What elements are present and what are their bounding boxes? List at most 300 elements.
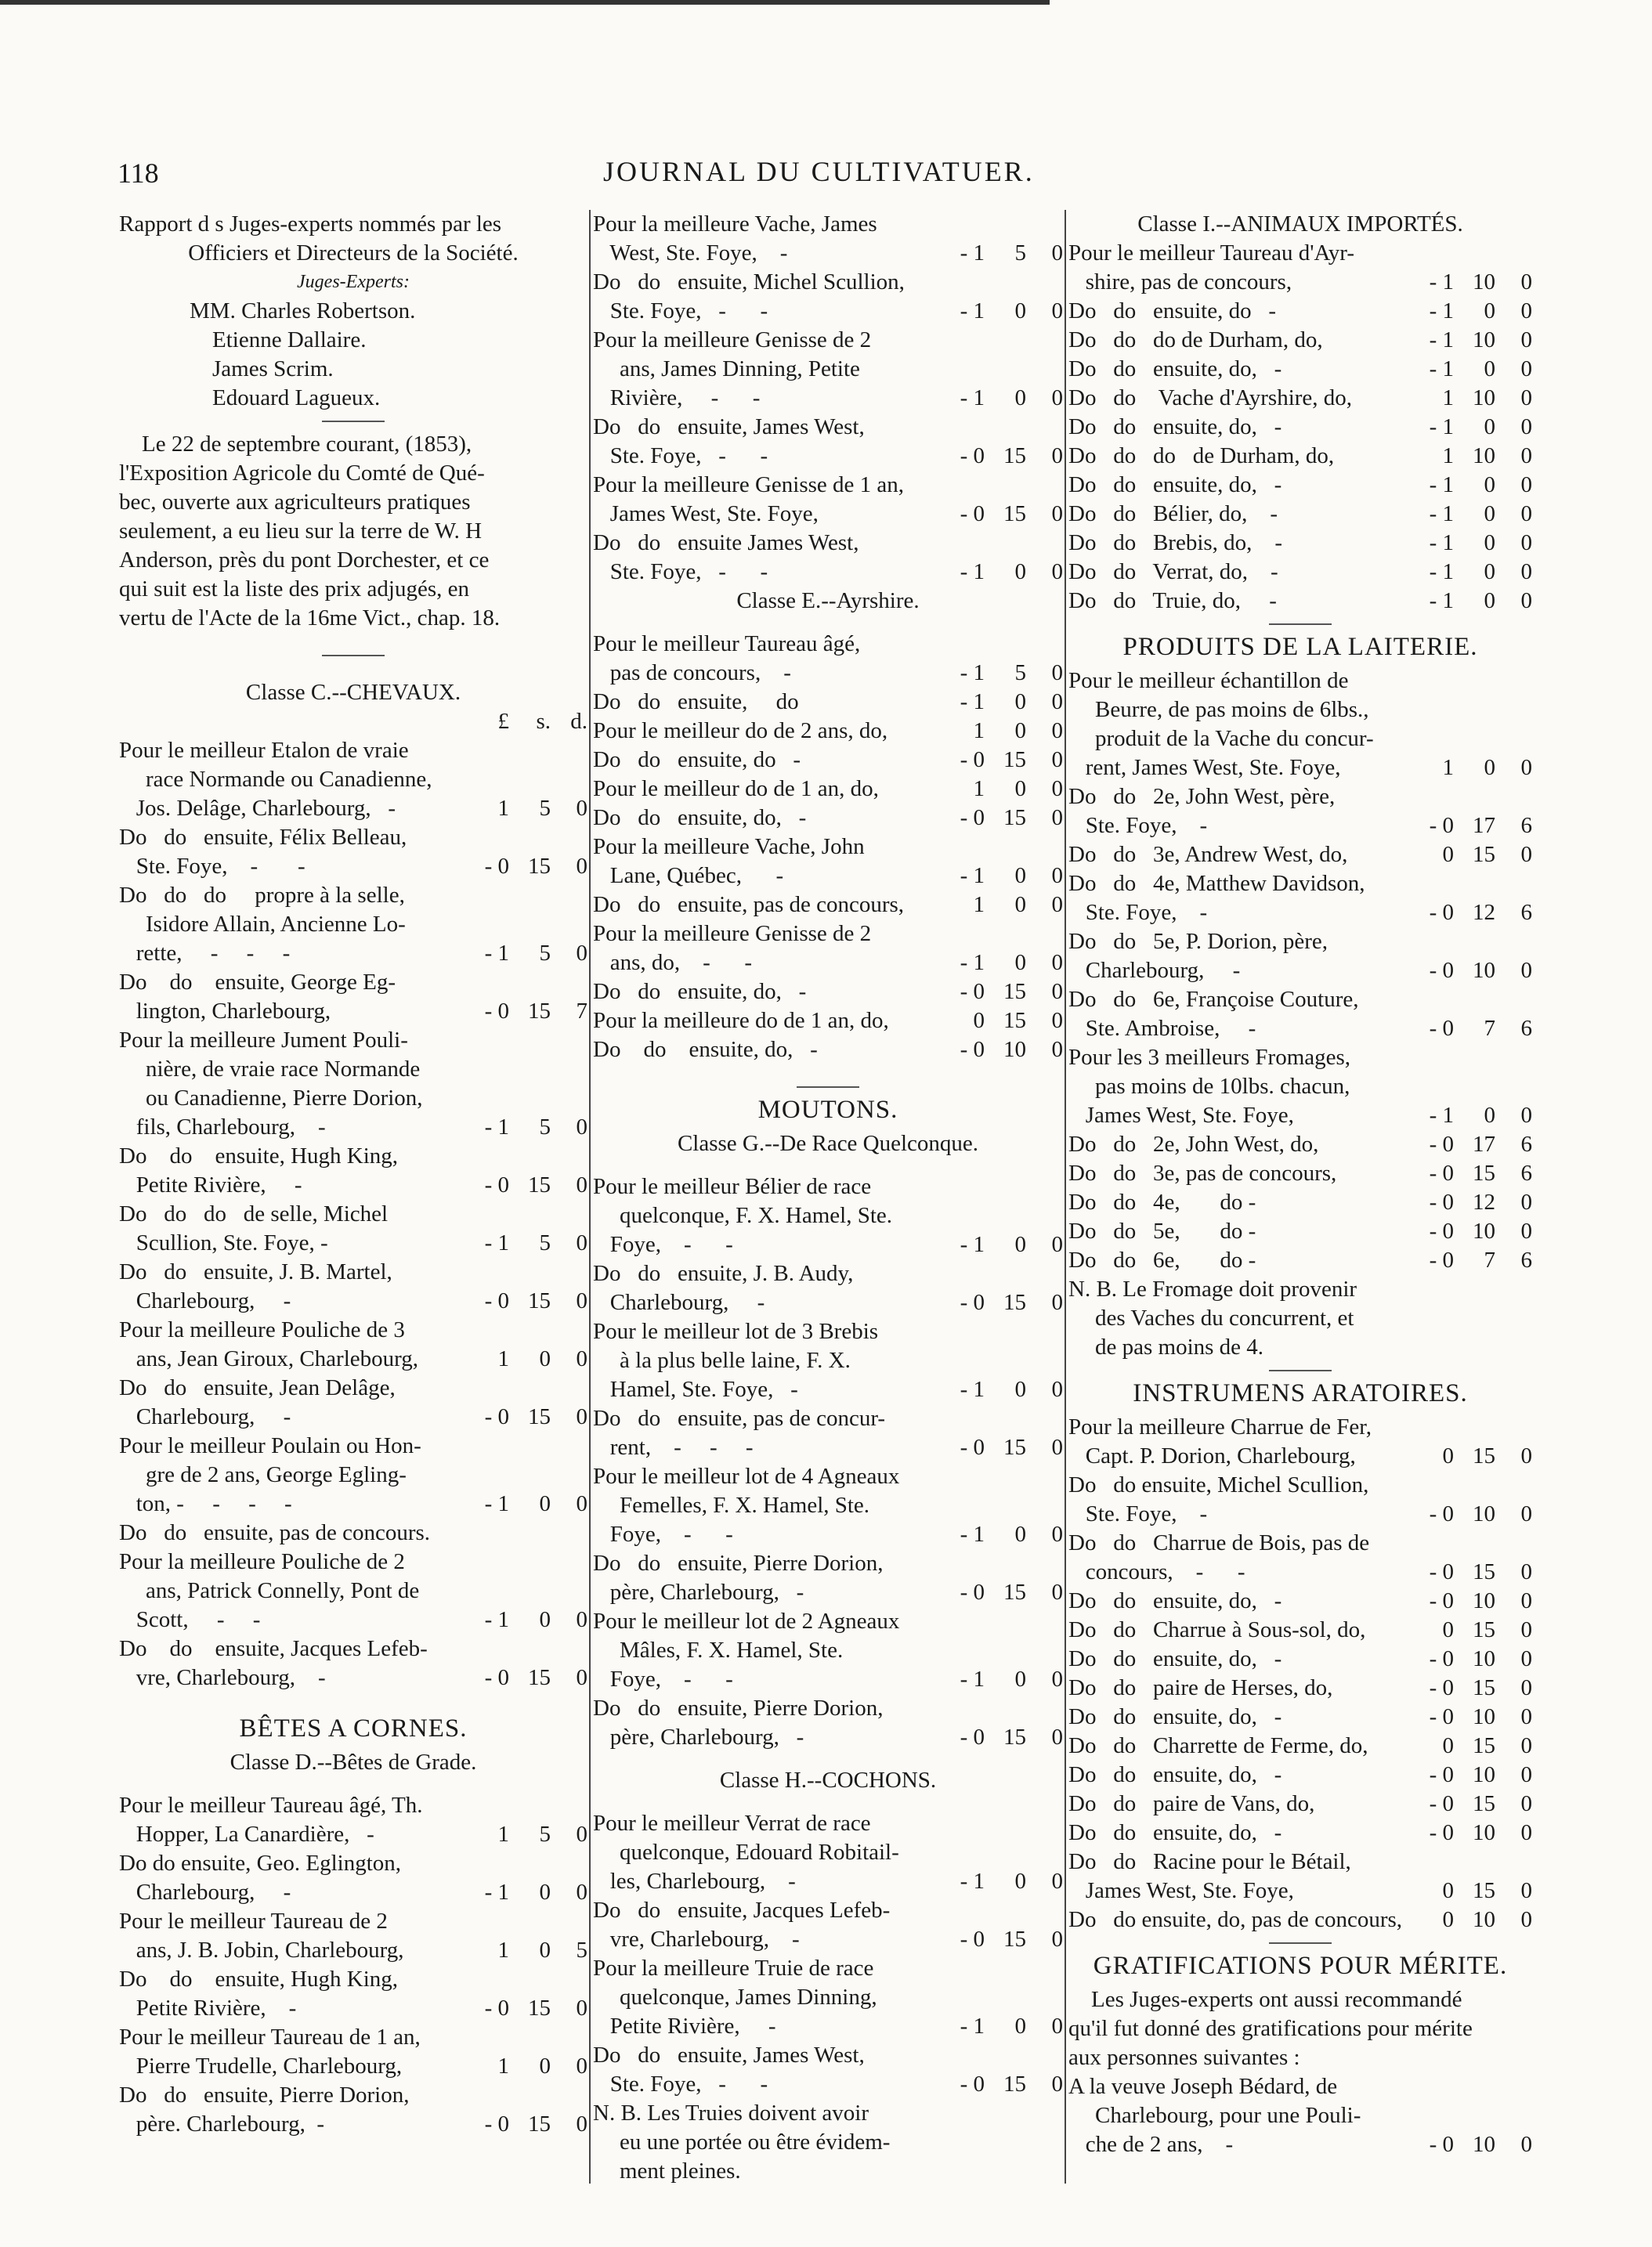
entry-text: ans, Jean Giroux, Charlebourg,	[119, 1346, 419, 1371]
pounds: - 0	[960, 1435, 985, 1460]
text-line: vertu de l'Acte de la 16me Vict., chap. 18.	[119, 605, 501, 630]
pounds: 1	[1442, 443, 1454, 468]
pounds: - 1	[1429, 559, 1454, 584]
pounds: 1	[973, 776, 985, 801]
entry-text: Do do ensuite, do	[593, 689, 799, 714]
text-line: bec, ouverte aux agriculteurs pratiques	[119, 489, 471, 515]
entry-text: rent, James West, Ste. Foye,	[1068, 755, 1341, 780]
entry-text: Charlebourg, -	[593, 1290, 765, 1315]
class-heading: Classe E.--Ayrshire.	[736, 588, 920, 613]
pence: 0	[1051, 1869, 1063, 1894]
text-line: Pour la meilleure Genisse de 1 an,	[593, 472, 905, 497]
text-line: Do do 6e, Françoise Couture,	[1068, 987, 1359, 1012]
pounds: - 0	[960, 805, 985, 830]
entry-text: Petite Rivière, -	[593, 2014, 776, 2039]
text-line: l'Exposition Agricole du Comté de Qué-	[119, 461, 485, 486]
spacer	[119, 1777, 587, 1791]
pence: d.	[570, 709, 587, 734]
pounds: - 0	[960, 1580, 985, 1605]
amount	[1415, 442, 1532, 471]
pence: 0	[1520, 1617, 1532, 1642]
pence: 0	[1051, 240, 1063, 266]
pounds: - 0	[1429, 1132, 1454, 1157]
prize-entry	[1068, 326, 1532, 355]
amount	[470, 939, 587, 968]
amount	[1415, 297, 1532, 326]
shillings: 15	[1003, 1927, 1026, 1952]
pence: 0	[1051, 2072, 1063, 2097]
section-heading: INSTRUMENS ARATOIRES.	[1133, 1379, 1468, 1407]
pence: 6	[1520, 1132, 1532, 1157]
entry-text: Do do ensuite, do, -	[1068, 1646, 1282, 1671]
text-line: quelconque, James Dinning,	[620, 1985, 877, 2010]
shillings: 7	[1484, 1016, 1495, 1041]
amount	[1415, 1819, 1532, 1848]
entry-text: Do do ensuite, do, -	[593, 979, 807, 1004]
entry-text: Do do Truie, do, -	[1068, 588, 1277, 613]
entry-text: Do do ensuite, pas de concours,	[593, 892, 905, 917]
entry-text: Do do paire de Vans, do,	[1068, 1791, 1315, 1816]
pence: 0	[1051, 501, 1063, 526]
text-line: Pour la meilleure Vache, James	[593, 211, 877, 237]
shillings: 10	[1473, 1588, 1495, 1613]
pence: 0	[1051, 689, 1063, 714]
entry-text: vre, Charlebourg, -	[593, 1927, 800, 1952]
judge-name: Edouard Lagueux.	[190, 385, 381, 410]
prize-entry	[119, 2052, 587, 2081]
entry-text: West, Ste. Foye, -	[593, 240, 788, 266]
column-rule	[1065, 210, 1066, 2184]
section-divider	[322, 655, 385, 656]
pounds: - 1	[960, 298, 985, 323]
entry-text: Ste. Foye, - -	[593, 2072, 768, 2097]
text-line: Do do ensuite, Jacques Lefeb-	[593, 1898, 891, 1923]
shillings: 0	[1484, 1103, 1495, 1128]
text-line: Do do do propre à la selle,	[119, 883, 405, 908]
entry-text: Pour le meilleur do de 1 an, do,	[593, 776, 879, 801]
text-line: seulement, a eu lieu sur la terre de W. H	[119, 518, 483, 544]
pence: 0	[1051, 1927, 1063, 1952]
pounds: £	[497, 709, 509, 734]
pence: 0	[1051, 892, 1063, 917]
pounds: - 0	[960, 1037, 985, 1062]
shillings: 10	[1473, 443, 1495, 468]
prize-entry	[1068, 1101, 1532, 1130]
prize-entry	[1068, 529, 1532, 558]
amount	[1415, 587, 1532, 616]
entry-text: Do do ensuite, do, -	[593, 805, 807, 830]
text-line: Do do ensuite, J. B. Audy,	[593, 1261, 854, 1286]
pence: 0	[1520, 842, 1532, 867]
entry-text: Do do 6e, do -	[1068, 1248, 1256, 1273]
text-line: Les Juges-experts ont aussi recommandé	[1068, 1987, 1462, 2012]
amount	[1415, 471, 1532, 500]
prize-entry	[119, 1113, 587, 1142]
text-line: aux personnes suivantes :	[1068, 2045, 1300, 2070]
entry-text: Ste. Ambroise, -	[1068, 1016, 1256, 1041]
pounds: - 0	[1429, 1248, 1454, 1273]
amount	[1415, 1558, 1532, 1587]
pounds: 1	[973, 892, 985, 917]
text-line: Pour le meilleur lot de 3 Brebis	[593, 1319, 879, 1344]
pounds: - 1	[1429, 588, 1454, 613]
pence: 0	[576, 1404, 587, 1429]
shillings: 15	[528, 2112, 551, 2137]
shillings: 17	[1473, 1132, 1495, 1157]
amount	[945, 890, 1063, 919]
pounds: - 0	[960, 747, 985, 772]
pounds: - 1	[1429, 298, 1454, 323]
pounds: - 0	[1429, 1219, 1454, 1244]
prize-entry	[119, 852, 587, 881]
shillings: 0	[539, 1491, 551, 1516]
prize-entry	[593, 890, 1063, 919]
pence: 0	[1051, 1008, 1063, 1033]
amount	[1415, 1587, 1532, 1616]
amount	[945, 500, 1063, 529]
amount	[1415, 384, 1532, 413]
text-line: Do do ensuite, Hugh King,	[119, 1143, 399, 1169]
pence: 0	[576, 1230, 587, 1255]
class-heading: Classe I.--ANIMAUX IMPORTÉS.	[1137, 211, 1463, 237]
shillings: 15	[528, 999, 551, 1024]
shillings: 0	[1484, 414, 1495, 439]
pence: 0	[576, 1607, 587, 1632]
pence: 0	[1051, 1037, 1063, 1062]
spacer	[119, 1692, 587, 1707]
pence: 0	[1520, 1588, 1532, 1613]
entry-text: les, Charlebourg, -	[593, 1869, 796, 1894]
text-line: Pour la meilleure Truie de race	[593, 1956, 874, 1981]
amount	[945, 1665, 1063, 1694]
class-heading: Classe D.--Bêtes de Grade.	[230, 1750, 477, 1775]
entry-text: James West, Ste. Foye,	[1068, 1103, 1294, 1128]
pounds: - 1	[484, 941, 509, 966]
prize-entry	[593, 1375, 1063, 1404]
pounds: - 0	[484, 2112, 509, 2137]
pounds: - 0	[960, 2072, 985, 2097]
text-line: qui suit est la liste des prix adjugés, en	[119, 576, 470, 601]
prize-entry	[119, 1171, 587, 1200]
pence: 0	[1520, 1820, 1532, 1845]
pounds: - 1	[1429, 472, 1454, 497]
pounds: - 0	[960, 501, 985, 526]
prize-entry	[1068, 1217, 1532, 1246]
amount	[945, 239, 1063, 268]
text-line: quelconque, F. X. Hamel, Ste.	[620, 1203, 893, 1228]
shillings: 0	[1014, 776, 1026, 801]
prize-entry	[1068, 471, 1532, 500]
entry-text: Jos. Delâge, Charlebourg, -	[119, 796, 396, 821]
judge-name: MM. Charles Robertson.	[190, 298, 416, 323]
pounds: - 1	[484, 1230, 509, 1255]
entry-text: Do do ensuite, do, -	[1068, 1762, 1282, 1787]
pounds: - 1	[960, 1869, 985, 1894]
pounds: - 0	[1429, 2132, 1454, 2157]
entry-text: Ste. Foye, - -	[593, 443, 768, 468]
text-line: Do do ensuite, Jean Delâge,	[119, 1375, 396, 1400]
text-line: Charlebourg, pour une Pouli-	[1095, 2103, 1361, 2128]
prize-entry	[593, 1230, 1063, 1259]
pounds: - 0	[960, 1290, 985, 1315]
shillings: 15	[1473, 1443, 1495, 1468]
amount	[1415, 268, 1532, 297]
amount	[1415, 558, 1532, 587]
pence: 0	[576, 1114, 587, 1140]
shillings: 10	[1473, 1646, 1495, 1671]
amount	[1415, 898, 1532, 927]
pence: 0	[1051, 385, 1063, 410]
shillings: s.	[536, 709, 551, 734]
entry-text: Rivière, - -	[593, 385, 761, 410]
amount	[470, 1490, 587, 1519]
text-line: Do do ensuite James West,	[593, 530, 859, 555]
shillings: 0	[1014, 892, 1026, 917]
amount	[945, 977, 1063, 1006]
shillings: 0	[1014, 298, 1026, 323]
text-line: Pour le meilleur Etalon de vraie	[119, 738, 409, 763]
shillings: 10	[1473, 1219, 1495, 1244]
amount	[1415, 1877, 1532, 1906]
amount	[470, 1820, 587, 1849]
entry-text: Scullion, Ste. Foye, -	[119, 1230, 328, 1255]
shillings: 15	[1473, 1791, 1495, 1816]
pounds: - 0	[1429, 1016, 1454, 1041]
prize-entry	[1068, 1674, 1532, 1703]
pence: 0	[1520, 588, 1532, 613]
shillings: 15	[1003, 979, 1026, 1004]
pence: 0	[1520, 414, 1532, 439]
prize-entry	[1068, 1587, 1532, 1616]
pounds: - 0	[484, 999, 509, 1024]
pounds: - 1	[1429, 1103, 1454, 1128]
amount	[470, 1345, 587, 1374]
shillings: 0	[1014, 689, 1026, 714]
amount	[1415, 1906, 1532, 1935]
text-line: Do do ensuite, pas de concours.	[119, 1520, 431, 1545]
pence: 0	[576, 941, 587, 966]
shillings: 5	[539, 1822, 551, 1847]
shillings: 15	[1003, 1435, 1026, 1460]
shillings: 5	[539, 941, 551, 966]
entry-text: Do do ensuite, do -	[1068, 298, 1276, 323]
amount	[470, 2110, 587, 2139]
prize-entry	[119, 939, 587, 968]
page-number: 118	[117, 157, 159, 189]
prize-entry	[1068, 500, 1532, 529]
shillings: 0	[1484, 501, 1495, 526]
prize-entry	[119, 1820, 587, 1849]
pence: 0	[1520, 1103, 1532, 1128]
subheading: Juges-Experts:	[297, 272, 410, 292]
shillings: 0	[539, 2054, 551, 2079]
prize-entry	[1068, 898, 1532, 927]
shillings: 15	[1473, 1617, 1495, 1642]
prize-entry	[119, 1229, 587, 1258]
amount	[470, 1171, 587, 1200]
shillings: 15	[528, 854, 551, 879]
shillings: 10	[1473, 958, 1495, 983]
prize-entry	[119, 707, 587, 736]
entry-text: Do do 2e, John West, do,	[1068, 1132, 1319, 1157]
pence: 0	[576, 1346, 587, 1371]
entry-text: Scott, - -	[119, 1607, 261, 1632]
pence: 0	[1520, 298, 1532, 323]
pence: 0	[1051, 1435, 1063, 1460]
pounds: - 0	[1429, 900, 1454, 925]
entry-text: Do do ensuite, do, -	[1068, 1820, 1282, 1845]
prize-entry	[1068, 1442, 1532, 1471]
shillings: 15	[528, 1996, 551, 2021]
prize-entry	[119, 1936, 587, 1965]
amount	[945, 804, 1063, 833]
pounds: - 1	[1429, 414, 1454, 439]
text-line: eu une portée ou être évidem-	[620, 2130, 891, 2155]
amount	[945, 558, 1063, 587]
entry-text: Do do 3e, Andrew West, do,	[1068, 842, 1348, 867]
prize-entry	[593, 1723, 1063, 1752]
shillings: 15	[1003, 2072, 1026, 2097]
section-heading: PRODUITS DE LA LAITERIE.	[1122, 633, 1478, 661]
prize-entry	[1068, 587, 1532, 616]
entry-text: Ste. Foye, - -	[119, 854, 305, 879]
text-line: Pour le meilleur Poulain ou Hon-	[119, 1433, 421, 1458]
amount	[1415, 326, 1532, 355]
text-line: Do do ensuite, George Eg-	[119, 970, 396, 995]
pence: 0	[1051, 559, 1063, 584]
pence: 0	[576, 1172, 587, 1198]
prize-entry	[1068, 1246, 1532, 1275]
text-line: des Vaches du concurrent, et	[1095, 1306, 1354, 1331]
entry-text: fils, Charlebourg, -	[119, 1114, 326, 1140]
entry-text: Do do 3e, pas de concours,	[1068, 1161, 1337, 1186]
spacer	[593, 616, 1063, 630]
text-line: Isidore Allain, Ancienne Lo-	[146, 912, 406, 937]
amount	[945, 1375, 1063, 1404]
entry-text: Do do Charrue à Sous-sol, do,	[1068, 1617, 1366, 1642]
entry-text: Do do ensuite, do, pas de concours,	[1068, 1907, 1403, 1932]
text-line: N. B. Les Truies doivent avoir	[593, 2101, 869, 2126]
prize-entry	[593, 297, 1063, 326]
prize-entry	[593, 2070, 1063, 2099]
amount	[945, 688, 1063, 717]
prize-entry	[593, 862, 1063, 890]
amount	[1415, 1732, 1532, 1761]
entry-text: Ste. Foye, -	[1068, 813, 1208, 838]
shillings: 0	[1484, 356, 1495, 381]
entry-text: Foye, - -	[593, 1232, 733, 1257]
pence: 0	[1520, 2132, 1532, 2157]
entry-text: concours, - -	[1068, 1559, 1245, 1584]
entry-text: shire, pas de concours,	[1068, 269, 1292, 294]
spacer	[119, 633, 587, 647]
pence: 0	[1520, 443, 1532, 468]
entry-text	[119, 707, 470, 736]
shillings: 0	[1014, 1232, 1026, 1257]
prize-entry	[593, 717, 1063, 746]
entry-text: Charlebourg, -	[119, 1404, 291, 1429]
pence: 0	[1051, 718, 1063, 743]
shillings: 0	[539, 1880, 551, 1905]
section-heading: GRATIFICATIONS POUR MÉRITE.	[1093, 1952, 1508, 1980]
entry-text: Hopper, La Canardière, -	[119, 1822, 374, 1847]
pounds: - 1	[960, 689, 985, 714]
prize-entry	[593, 775, 1063, 804]
entry-text: Do do paire de Herses, do,	[1068, 1675, 1333, 1700]
pounds: 1	[497, 1822, 509, 1847]
prize-entry	[119, 794, 587, 823]
text-line: nière, de vraie race Normande	[146, 1057, 421, 1082]
text-line: Pour le meilleur Taureau de 1 an,	[119, 2025, 421, 2050]
amount	[470, 794, 587, 823]
text-line: Do do ensuite, Pierre Dorion,	[593, 1696, 884, 1721]
shillings: 15	[1473, 1878, 1495, 1903]
text-line: Rapport d s Juges-experts nommés par les	[119, 211, 502, 237]
text-line: qu'il fut donné des gratifications pour mérite	[1068, 2016, 1473, 2041]
prize-entry	[593, 1520, 1063, 1549]
pence: 0	[1051, 747, 1063, 772]
spacer	[593, 1752, 1063, 1766]
prize-entry	[1068, 2130, 1532, 2159]
pence: 6	[1520, 1016, 1532, 1041]
pence: 0	[1051, 2014, 1063, 2039]
shillings: 5	[539, 1114, 551, 1140]
pounds: - 0	[960, 443, 985, 468]
amount	[945, 1925, 1063, 1954]
prize-entry	[119, 1490, 587, 1519]
pence: 0	[1051, 863, 1063, 888]
pence: 0	[576, 796, 587, 821]
text-line: Mâles, F. X. Hamel, Ste.	[620, 1638, 844, 1663]
entry-text: ans, J. B. Jobin, Charlebourg,	[119, 1938, 404, 1963]
pence: 0	[1520, 1501, 1532, 1526]
pounds: - 0	[1429, 1791, 1454, 1816]
shillings: 10	[1473, 385, 1495, 410]
shillings: 15	[528, 1288, 551, 1313]
pounds: - 0	[960, 1725, 985, 1750]
entry-text: Do do ensuite, do, -	[1068, 472, 1282, 497]
text-line: pas moins de 10lbs. chacun,	[1095, 1074, 1350, 1099]
amount	[470, 707, 587, 736]
shillings: 15	[1473, 842, 1495, 867]
prize-entry	[593, 688, 1063, 717]
text-line: produit de la Vache du concur-	[1095, 726, 1374, 751]
prize-entry	[1068, 268, 1532, 297]
shillings: 15	[528, 1172, 551, 1198]
prize-entry	[1068, 811, 1532, 840]
entry-text: père, Charlebourg, -	[593, 1580, 804, 1605]
prize-entry	[593, 659, 1063, 688]
text-line: Femelles, F. X. Hamel, Ste.	[620, 1493, 870, 1518]
shillings: 5	[1014, 660, 1026, 685]
pounds: 1	[497, 1346, 509, 1371]
amount	[1415, 1217, 1532, 1246]
text-line: Pour la meilleure Charrue de Fer,	[1068, 1414, 1372, 1440]
pence: 0	[1520, 1791, 1532, 1816]
text-line: Pour le meilleur échantillon de	[1068, 668, 1349, 693]
entry-text: Foye, - -	[593, 1522, 733, 1547]
amount	[1415, 1761, 1532, 1790]
entry-text: ans, do, - -	[593, 950, 752, 975]
pence: 0	[576, 1996, 587, 2021]
amount	[945, 862, 1063, 890]
text-line: Pour la meilleure Jument Pouli-	[119, 1028, 408, 1053]
amount	[945, 1006, 1063, 1035]
pence: 0	[1520, 1559, 1532, 1584]
shillings: 0	[539, 1346, 551, 1371]
shillings: 15	[1003, 1008, 1026, 1033]
prize-entry	[1068, 558, 1532, 587]
